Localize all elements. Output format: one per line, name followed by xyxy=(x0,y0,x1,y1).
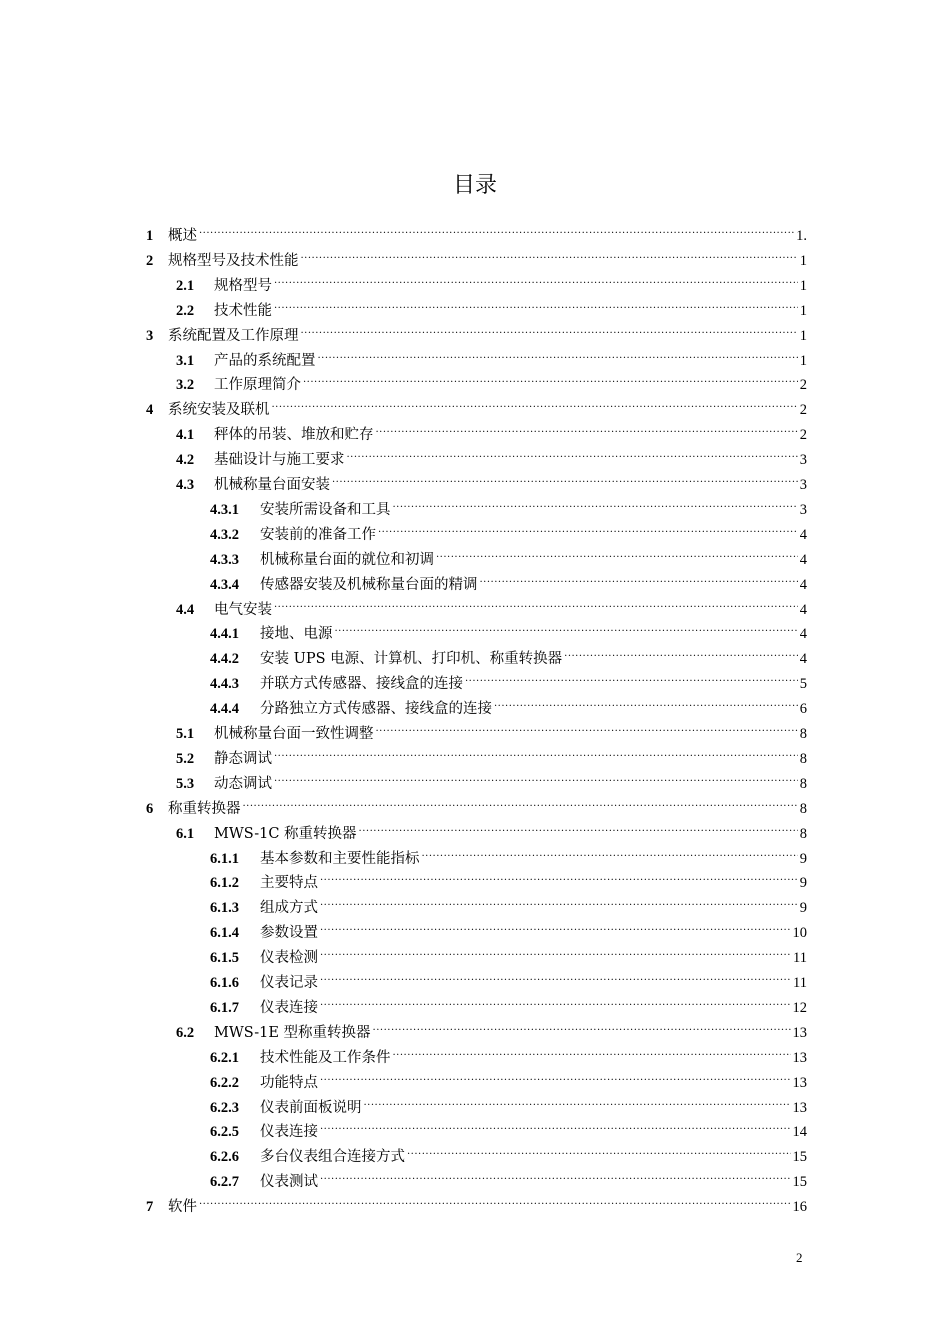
toc-leader-dots xyxy=(320,990,791,1012)
toc-entry-number: 6.2 xyxy=(176,1024,195,1041)
toc-entry-page: 11 xyxy=(793,950,807,967)
toc-entry-number: 4.4.3 xyxy=(210,676,239,693)
toc-leader-dots xyxy=(301,243,798,265)
toc-entry-page: 1. xyxy=(796,228,807,244)
toc-leader-dots xyxy=(243,791,798,813)
toc-entry-page: 14 xyxy=(792,1124,807,1141)
page-number: 2 xyxy=(796,1250,803,1265)
toc-entry-title: 仪表连接 xyxy=(260,1124,318,1141)
toc-entry[interactable] xyxy=(176,741,807,767)
toc-leader-dots xyxy=(335,616,798,638)
toc-entry-page: 1 xyxy=(799,302,807,319)
toc-entry-number: 4.3.3 xyxy=(210,551,239,568)
toc-entry-page: 13 xyxy=(792,1074,807,1091)
toc-entry[interactable] xyxy=(210,666,807,693)
toc-entry-page: 4 xyxy=(799,651,807,668)
toc-entry[interactable] xyxy=(176,766,807,792)
toc-entry[interactable] xyxy=(176,417,807,444)
toc-entry-number: 4.4.4 xyxy=(210,701,239,718)
toc-entry-number: 4.3 xyxy=(176,477,195,493)
toc-entry[interactable] xyxy=(176,467,807,493)
toc-leader-dots xyxy=(465,666,798,688)
toc-entry-number: 4.2 xyxy=(176,452,195,469)
toc-entry[interactable] xyxy=(210,841,807,867)
toc-entry-number: 6.2.2 xyxy=(210,1074,239,1091)
toc-entry-number: 6.2.6 xyxy=(210,1149,239,1166)
toc-entry[interactable] xyxy=(176,293,807,319)
toc-entry-page: 8 xyxy=(799,825,807,842)
toc-entry-title: 技术性能 xyxy=(214,302,272,319)
toc-leader-dots xyxy=(320,915,791,937)
toc-entry-number: 1 xyxy=(146,228,154,244)
toc-entry[interactable] xyxy=(146,392,807,419)
toc-entry-title: 功能特点 xyxy=(260,1074,318,1091)
toc-leader-dots xyxy=(393,492,798,514)
toc-leader-dots xyxy=(301,318,798,340)
toc-entry-page: 4 xyxy=(799,601,807,618)
toc-entry[interactable] xyxy=(210,1139,807,1166)
toc-leader-dots xyxy=(347,442,798,464)
toc-entry-page: 4 xyxy=(799,576,807,593)
toc-entry-page: 8 xyxy=(799,800,807,817)
toc-entry-number: 3.1 xyxy=(176,352,195,369)
toc-entry-number: 4.3.2 xyxy=(210,526,239,543)
toc-entry-number: 6.1.3 xyxy=(210,900,239,917)
toc-entry-number: 2 xyxy=(146,252,154,269)
toc-entry-title: 仪表前面板说明 xyxy=(260,1099,362,1116)
toc-entry-number: 2.1 xyxy=(176,277,195,294)
toc-entry-title: 仪表测试 xyxy=(260,1174,318,1191)
toc-entry-number: 6.2.5 xyxy=(210,1124,239,1141)
toc-entry-title: 主要特点 xyxy=(260,875,318,892)
toc-entry-page: 11 xyxy=(793,975,807,991)
toc-entry-number: 6 xyxy=(146,800,154,817)
toc-entry-number: 6.1.4 xyxy=(210,925,239,942)
toc-leader-dots xyxy=(393,1040,791,1062)
toc-entry-title: 系统配置及工作原理 xyxy=(168,327,299,344)
toc-entry-title: 系统安装及联机 xyxy=(168,402,270,419)
toc-entry-page: 9 xyxy=(799,900,807,917)
toc-entry-page: 9 xyxy=(799,875,807,892)
toc-entry-page: 13 xyxy=(792,1099,807,1116)
toc-entry-page: 16 xyxy=(792,1199,807,1216)
toc-entry-number: 6.1.7 xyxy=(210,999,239,1016)
toc-entry-title: MWS-1E 型称重转换器 xyxy=(214,1024,371,1041)
toc-entry[interactable] xyxy=(210,616,807,643)
toc-leader-dots xyxy=(274,741,798,763)
toc-entry-page: 3 xyxy=(799,501,807,518)
toc-leader-dots xyxy=(303,367,798,389)
toc-entry-page: 1 xyxy=(799,277,807,294)
toc-entry-page: 1 xyxy=(799,327,807,344)
toc-leader-dots xyxy=(376,417,798,439)
toc-entry-number: 5.2 xyxy=(176,750,195,767)
toc-leader-dots xyxy=(274,766,798,788)
toc-entry-page: 5 xyxy=(799,676,807,693)
toc-entry-title: 并联方式传感器、接线盒的连接 xyxy=(260,676,463,693)
toc-entry-number: 5.3 xyxy=(176,775,195,792)
toc-entry[interactable] xyxy=(210,1065,807,1091)
toc-entry-number: 4.1 xyxy=(176,427,195,444)
toc-leader-dots xyxy=(320,965,791,987)
toc-entry-title: 机械称量台面一致性调整 xyxy=(214,726,374,742)
toc-entry-title: 安装 UPS 电源、计算机、打印机、称重转换器 xyxy=(260,651,563,668)
toc-entry-number: 3.2 xyxy=(176,377,195,394)
toc-entry-title: 概述 xyxy=(168,228,197,244)
toc-entry-number: 5.1 xyxy=(176,726,195,742)
toc-entry-number: 4.4.2 xyxy=(210,651,239,668)
toc-entry-number: 6.2.7 xyxy=(210,1174,239,1191)
toc-entry[interactable] xyxy=(146,218,807,244)
toc-entry[interactable] xyxy=(210,1164,807,1191)
toc-entry-title: 参数设置 xyxy=(260,925,318,942)
toc-entry-number: 6.1.6 xyxy=(210,975,239,991)
toc-entry-title: 静态调试 xyxy=(214,750,272,767)
toc-entry[interactable] xyxy=(176,268,807,294)
toc-entry-title: 安装所需设备和工具 xyxy=(260,501,391,518)
toc-entry-page: 3 xyxy=(799,452,807,469)
toc-entry-number: 6.1.1 xyxy=(210,850,239,867)
toc-entry[interactable] xyxy=(146,318,807,344)
toc-entry[interactable] xyxy=(176,343,807,369)
toc-entry[interactable] xyxy=(176,716,807,742)
toc-entry[interactable] xyxy=(210,542,807,568)
toc-entry-title: 电气安装 xyxy=(214,601,272,618)
toc-entry[interactable] xyxy=(146,791,807,817)
toc-entry-page: 3 xyxy=(799,477,807,493)
toc-leader-dots xyxy=(373,1015,791,1037)
toc-entry[interactable] xyxy=(146,1189,807,1216)
toc-entry[interactable] xyxy=(210,915,807,942)
toc-entry-title: 规格型号 xyxy=(214,277,272,294)
toc-entry[interactable] xyxy=(210,865,807,892)
toc-leader-dots xyxy=(364,1090,791,1112)
toc-entry[interactable] xyxy=(210,1040,807,1066)
toc-entry-title: 组成方式 xyxy=(260,900,318,917)
toc-entry-number: 4.3.1 xyxy=(210,501,239,518)
toc-entry-title: 称重转换器 xyxy=(168,800,241,817)
toc-entry-page: 2 xyxy=(799,402,807,419)
toc-leader-dots xyxy=(359,816,798,838)
toc-entry-page: 1 xyxy=(799,352,807,369)
toc-entry[interactable] xyxy=(176,592,807,618)
toc-entry-title: 多台仪表组合连接方式 xyxy=(260,1149,405,1166)
toc-entry-title: 动态调试 xyxy=(214,775,272,792)
toc-leader-dots xyxy=(436,542,798,564)
toc-entry[interactable] xyxy=(146,243,807,269)
toc-leader-dots xyxy=(320,1065,791,1087)
toc-entry-number: 2.2 xyxy=(176,302,195,319)
toc-entry-title: 接地、电源 xyxy=(260,626,333,643)
toc-entry-page: 2 xyxy=(799,377,807,394)
toc-entry-number: 6.2.3 xyxy=(210,1099,239,1116)
toc-entry-page: 8 xyxy=(799,775,807,792)
toc-title: 目录 xyxy=(452,173,497,198)
toc-entry-page: 15 xyxy=(792,1174,807,1191)
toc-entry-title: 机械称量台面安装 xyxy=(214,477,330,493)
toc-entry-title: 分路独立方式传感器、接线盒的连接 xyxy=(260,701,492,718)
toc-entry-page: 2 xyxy=(799,427,807,444)
toc-entry[interactable] xyxy=(210,567,807,593)
toc-entry-page: 13 xyxy=(792,1049,807,1066)
toc-entry-page: 4 xyxy=(799,526,807,543)
toc-entry[interactable] xyxy=(176,367,807,394)
toc-entry-page: 4 xyxy=(799,551,807,568)
toc-entry-title: 基础设计与施工要求 xyxy=(214,452,345,469)
toc-entry-page: 15 xyxy=(792,1149,807,1166)
toc-entry-title: 软件 xyxy=(168,1199,197,1216)
toc-entry-number: 6.1.5 xyxy=(210,950,239,967)
toc-entry[interactable] xyxy=(176,816,807,842)
toc-leader-dots xyxy=(422,841,798,863)
toc-leader-dots xyxy=(318,343,798,365)
toc-leader-dots xyxy=(376,716,798,738)
toc-entry-number: 4 xyxy=(146,402,154,419)
toc-entry[interactable] xyxy=(176,1015,807,1041)
toc-entry-title: 安装前的准备工作 xyxy=(260,526,376,543)
toc-entry[interactable] xyxy=(210,940,807,967)
toc-entry-page: 9 xyxy=(799,850,807,867)
toc-entry[interactable] xyxy=(210,1114,807,1141)
toc-entry[interactable] xyxy=(210,517,807,543)
toc-entry-number: 6.2.1 xyxy=(210,1049,239,1066)
toc-entry-title: 仪表连接 xyxy=(260,999,318,1016)
toc-entry-number: 4.4 xyxy=(176,601,195,618)
toc-entry-page: 1 xyxy=(799,252,807,269)
toc-entry-title: 机械称量台面的就位和初调 xyxy=(260,551,434,568)
toc-leader-dots xyxy=(320,940,791,962)
toc-entry[interactable] xyxy=(176,442,807,469)
toc-entry-title: 秤体的吊装、堆放和贮存 xyxy=(214,427,374,444)
toc-entry-page: 12 xyxy=(792,999,807,1016)
toc-leader-dots xyxy=(272,392,798,414)
toc-entry-title: 工作原理简介 xyxy=(214,377,301,394)
toc-entry-page: 10 xyxy=(792,925,807,942)
toc-entry-number: 7 xyxy=(146,1199,154,1216)
toc-leader-dots xyxy=(407,1139,791,1161)
toc-leader-dots xyxy=(378,517,798,539)
toc-entry-title: 仪表检测 xyxy=(260,950,318,967)
toc-leader-dots xyxy=(274,268,798,290)
toc-entry-number: 4.3.4 xyxy=(210,576,239,593)
toc-leader-dots xyxy=(199,1189,791,1211)
toc-leader-dots xyxy=(494,691,798,713)
toc-entry[interactable] xyxy=(210,492,807,518)
toc-entry-page: 8 xyxy=(799,726,807,742)
toc-entry-page: 4 xyxy=(799,626,807,643)
toc-entry-title: 产品的系统配置 xyxy=(214,352,316,369)
toc-entry-number: 6.1 xyxy=(176,825,195,842)
toc-entry-title: 传感器安装及机械称量台面的精调 xyxy=(260,576,478,593)
toc-leader-dots xyxy=(564,641,798,663)
toc-leader-dots xyxy=(320,865,798,887)
toc-leader-dots xyxy=(332,467,798,489)
toc-leader-dots xyxy=(320,1114,791,1136)
toc-entry[interactable] xyxy=(210,691,807,718)
toc-entry[interactable] xyxy=(210,641,807,668)
toc-entry-title: 仪表记录 xyxy=(260,975,318,991)
toc-leader-dots xyxy=(320,890,798,912)
toc-entry-title: 基本参数和主要性能指标 xyxy=(260,850,420,867)
toc-entry-title: 技术性能及工作条件 xyxy=(260,1049,391,1066)
toc-leader-dots xyxy=(274,592,798,614)
toc-leader-dots xyxy=(274,293,798,315)
toc-leader-dots xyxy=(480,567,798,589)
toc-entry[interactable] xyxy=(210,965,807,991)
toc-entry-number: 3 xyxy=(146,327,154,344)
toc-entry-number: 6.1.2 xyxy=(210,875,239,892)
toc-entry[interactable] xyxy=(210,990,807,1016)
toc-leader-dots xyxy=(199,218,794,240)
toc-entry[interactable] xyxy=(210,890,807,917)
toc-entry-page: 13 xyxy=(792,1024,807,1041)
toc-entry-number: 4.4.1 xyxy=(210,626,239,643)
toc-leader-dots xyxy=(320,1164,791,1186)
toc-entry-page: 8 xyxy=(799,750,807,767)
toc-entry-title: MWS-1C 称重转换器 xyxy=(214,825,357,842)
toc-entry-title: 规格型号及技术性能 xyxy=(168,252,299,269)
toc-entry[interactable] xyxy=(210,1090,807,1116)
toc-entry-page: 6 xyxy=(799,701,807,718)
